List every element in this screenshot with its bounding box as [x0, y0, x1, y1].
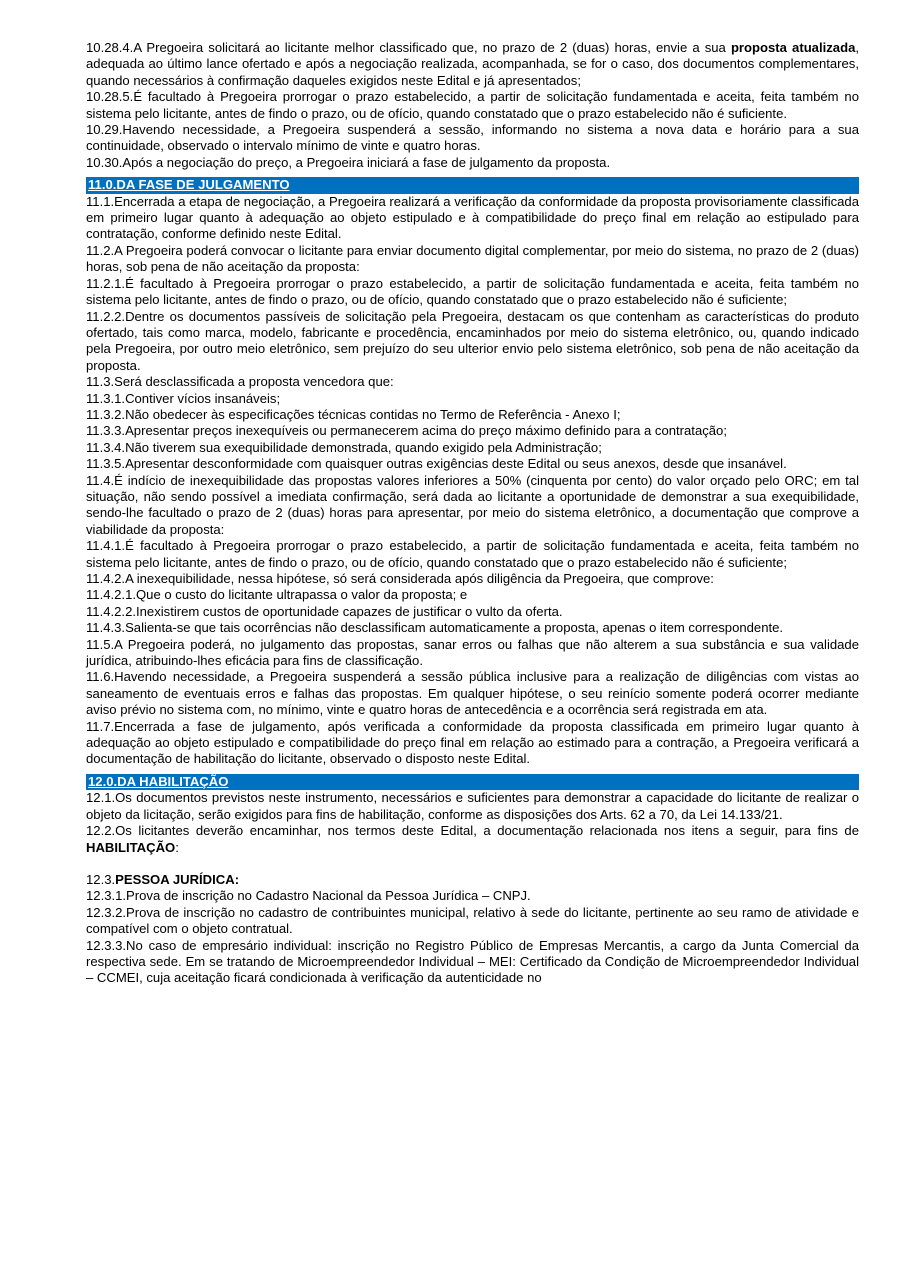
text-run: 11.4.3.Salienta-se que tais ocorrências não desclassificam automaticamente a proposta, apenas o item correspondente. [86, 620, 784, 636]
paragraph-p11422 [86, 604, 859, 620]
paragraph-p114 [86, 473, 859, 539]
paragraph-p1122 [86, 309, 859, 375]
paragraph-p111 [86, 194, 859, 243]
section-heading-habilitacao: 12.0.DA HABILITAÇÃO [86, 774, 859, 790]
text-run: 10.28.4.A Pregoeira solicitará ao licitante melhor classificado que, no prazo de 2 (duas) horas, envie a sua [86, 40, 731, 55]
text-run: 12.2.Os licitantes deverão encaminhar, nos termos deste Edital, a documentação relacionada nos itens a seguir, para fins de [86, 823, 859, 839]
text-run: 12.3. [86, 871, 116, 887]
section-heading-julgamento: 11.0.DA FASE DE JULGAMENTO [86, 177, 859, 193]
paragraph-p1030 [86, 155, 859, 171]
paragraph-p1232 [86, 905, 859, 938]
text-run: 11.7.Encerrada a fase de julgamento, após verificada a conformidade da proposta classificada em primeiro lugar quanto à adequação ao objeto estipulado e compatibilidade do preço final em relação ao estimado para a contração, a Pregoeira verificará a documentação de habilitação do licitante, observado o disposto neste Edital. [86, 718, 859, 767]
paragraph-p117 [86, 719, 859, 768]
text-run: : [175, 839, 179, 855]
paragraph-p1141 [86, 538, 859, 571]
text-run: 11.3.1.Contiver vícios insanáveis; [86, 390, 281, 406]
text-run: 11.3.5.Apresentar desconformidade com quaisquer outras exigências deste Edital ou seus anexos, desde que insanável. [86, 456, 787, 472]
paragraph-p1131 [86, 391, 859, 407]
text-run: 11.1.Encerrada a etapa de negociação, a Pregoeira realizará a verificação da conformidade da proposta provisoriamente classificada em primeiro lugar quanto à adequação ao objeto estipulado e à compatibilidade do preço final em relação ao estipulado para contratação, conforme definido neste Edital. [86, 193, 859, 242]
text-run: 11.3.4.Não tiverem sua exequibilidade demonstrada, quando exigido pela Administração; [86, 439, 602, 455]
paragraph-p1142 [86, 571, 859, 587]
paragraph-p1135 [86, 456, 859, 472]
text-run: 12.3.2.Prova de inscrição no cadastro de contribuintes municipal, relativo à sede do licitante, pertinente ao seu ramo de atividade e compatível com o objeto contratual. [86, 904, 859, 937]
paragraph-p116 [86, 669, 859, 718]
paragraph-p1121 [86, 276, 859, 309]
paragraph-p1029 [86, 122, 859, 155]
paragraph-p121 [86, 790, 859, 823]
paragraph-p123 [86, 872, 859, 888]
document-page [86, 40, 859, 987]
paragraph-p1134 [86, 440, 859, 456]
bold-text: HABILITAÇÃO [86, 839, 176, 855]
paragraph-p122 [86, 823, 859, 856]
section-julgamento-body [86, 194, 859, 768]
text-run: 11.4.2.A inexequibilidade, nessa hipótese, só será considerada após diligência da Pregoeira, que comprove: [86, 571, 714, 586]
paragraph-p1133 [86, 423, 859, 439]
text-run: 11.2.2.Dentre os documentos passíveis de solicitação pela Pregoeira, destacam os que contenham as características do produto ofertado, tais como marca, modelo, fabricante e procedência, encaminhados por meio do sistema eletrônico, ou, quando indicado pela Pregoeira, por outro meio eletrônico, sem prejuízo do seu ulterior envio pelo sistema eletrônico, sob pena de não aceitação da proposta. [86, 308, 859, 373]
text-run: 11.4.2.1.Que o custo do licitante ultrapassa o valor da proposta; e [86, 587, 468, 603]
paragraph-p10284 [86, 40, 859, 89]
paragraph-p1233 [86, 938, 859, 987]
paragraph-p113 [86, 374, 859, 390]
paragraph-p1132 [86, 407, 859, 423]
text-run: 10.30.Após a negociação do preço, a Pregoeira iniciará a fase de julgamento da proposta. [86, 154, 611, 170]
text-run: 10.29.Havendo necessidade, a Pregoeira suspenderá a sessão, informando no sistema a nova data e horário para a sua continuidade, observado o intervalo mínimo de vinte e quatro horas. [86, 122, 859, 154]
paragraph-p10285 [86, 89, 859, 122]
paragraph-p1231 [86, 888, 859, 904]
text-run: 11.2.A Pregoeira poderá convocar o licitante para enviar documento digital complementar, por meio do sistema, no prazo de 2 (duas) horas, sob pena de não aceitação da proposta: [86, 242, 859, 275]
text-run: 11.3.3.Apresentar preços inexequíveis ou permanecerem acima do preço máximo definido para a contratação; [86, 423, 727, 439]
text-run: 10.28.5.É facultado à Pregoeira prorrogar o prazo estabelecido, a partir de solicitação fundamentada e aceita, feita também no sistema pelo licitante, antes de findo o prazo, ou de ofício, quando constatado que o prazo estabelecido não é suficiente. [86, 89, 859, 121]
text-run: 11.2.1.É facultado à Pregoeira prorrogar o prazo estabelecido, a partir de solicitação fundamentada e aceita, feita também no sistema pelo licitante, antes de findo o prazo, ou de ofício, quando constatado que o prazo estabelecido não é suficiente; [86, 275, 859, 308]
text-run: 12.3.1.Prova de inscrição no Cadastro Nacional da Pessoa Jurídica – CNPJ. [86, 888, 531, 904]
text-run: 11.4.É indício de inexequibilidade das propostas valores inferiores a 50% (cinquenta por cento) do valor orçado pelo ORC; em tal situação, não sendo possível a imediata confirmação, será dada ao licitante a oportunidade de demonstrar a sua exequibilidade, sendo-lhe facultado o prazo de 2 (duas) horas para apresentar, por meio do sistema eletrônico, a documentação que comprove a viabilidade da proposta: [86, 472, 859, 537]
paragraph-p112 [86, 243, 859, 276]
paragraph-p11421 [86, 587, 859, 603]
text-run: 11.6.Havendo necessidade, a Pregoeira suspenderá a sessão pública inclusive para a realização de diligências com vistas ao saneamento de eventuais erros e falhas das propostas. Em qualquer hipótese, o seu reinício somente poderá ocorrer mediante aviso prévio no sistema com, no mínimo, vinte e quatro horas de antecedência e a ocorrência será registrada em ata. [86, 669, 859, 718]
text-run: , adequada ao último lance ofertado e após a negociação realizada, acompanhada, se for o caso, dos documentos complementares, quando necessários à confirmação daqueles exigidos neste Edital e já apresentados; [86, 40, 859, 88]
top-block [86, 40, 859, 171]
paragraph-p115 [86, 637, 859, 670]
bold-text: proposta atualizada [730, 40, 856, 55]
text-run: 11.3.Será desclassificada a proposta vencedora que: [86, 374, 394, 390]
text-run: 12.3.3.No caso de empresário individual: inscrição no Registro Público de Empresas Mercantis, a cargo da Junta Comercial da respectiva sede. Em se tratando de Microempreendedor Individual – MEI: Certificado da Condição de Microempreendedor Individual – CCMEI, cuja aceitação ficará condicionada à verificação da autenticidade no [86, 937, 859, 986]
bold-text: PESSOA JURÍDICA: [115, 871, 240, 887]
text-run: 12.1.Os documentos previstos neste instrumento, necessários e suficientes para demonstrar a capacidade do licitante de realizar o objeto da licitação, serão exigidos para fins de habilitação, conforme as disposições dos Arts. 62 a 70, da Lei 14.133/21. [86, 790, 859, 822]
section-habilitacao-body [86, 790, 859, 986]
paragraph-blank [86, 856, 859, 872]
text-run: 11.5.A Pregoeira poderá, no julgamento das propostas, sanar erros ou falhas que não alterem a sua substância e sua validade jurídica, atribuindo-lhes eficácia para fins de classificação. [86, 636, 859, 669]
text-run: 11.4.2.2.Inexistirem custos de oportunidade capazes de justificar o vulto da oferta. [86, 603, 563, 619]
text-run: 11.3.2.Não obedecer às especificações técnicas contidas no Termo de Referência - Anexo I; [86, 406, 621, 422]
text-run: 11.4.1.É facultado à Pregoeira prorrogar o prazo estabelecido, a partir de solicitação fundamentada e aceita, feita também no sistema pelo licitante, antes de findo o prazo, ou de ofício, quando constatado que o prazo estabelecido não é suficiente; [86, 538, 859, 570]
paragraph-p1143 [86, 620, 859, 636]
